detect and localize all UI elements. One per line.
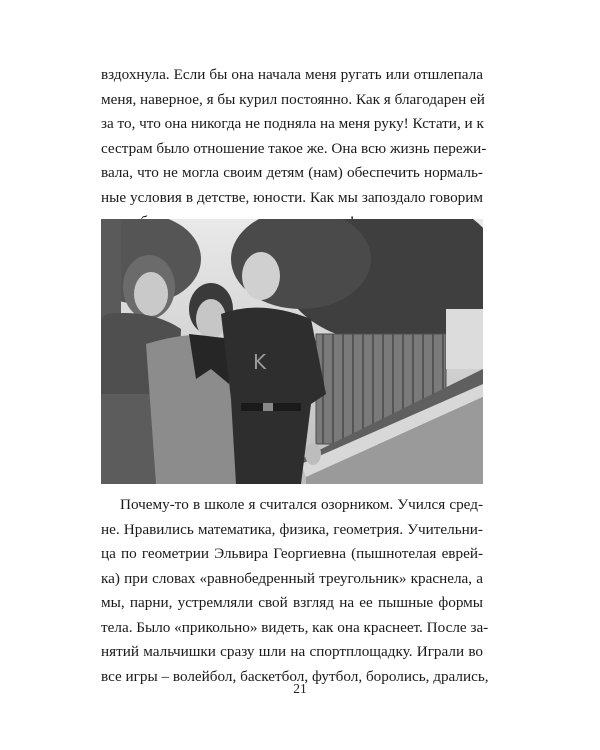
text-line: за то, что она никогда не подняла на меня руку! Кстати, и к [101,115,484,132]
text-line: вала, что не могла своим детям (нам) обеспечить нормаль- [101,164,483,181]
text-line: все игры – волейбол, баскетбол, футбол, боролись, дрались, [101,667,489,685]
text-line: нятий мальчишки сразу шли на спортплощадку. Играли во [101,643,483,660]
text-line: мы, парни, устремляли свой взгляд на ее пышные формы [101,594,483,611]
paragraph-1 [101,63,487,235]
text-line: ца по геометрии Эльвира Георгиевна (пышнотелая еврей- [101,545,483,562]
page-number: 21 [293,681,307,696]
shirt-logo: K [253,350,267,374]
text-line: Почему-то в школе я считался озорником. Учился сред- [120,496,483,513]
text-line: тела. Было «прикольно» видеть, как она краснеет. После за- [101,618,489,636]
photo-image [101,219,483,484]
family-photo [101,219,483,484]
text-line: не. Нравились математика, физика, геометрия. Учительни- [101,520,483,538]
text-line: ка) при словах «равнобедренный треугольник» краснела, а [101,569,483,587]
paragraph-2 [101,493,489,689]
text-line: сестрам было отношение такое же. Она всю жизнь пережи- [101,139,487,157]
text-line: меня, наверное, я бы курил постоянно. Как я благодарен ей [101,90,485,108]
text-line: вздохнула. Если бы она начала меня ругать или отшлепала [101,66,483,83]
text-line: ные условия в детстве, юности. Как мы запоздало говорим [101,188,483,206]
